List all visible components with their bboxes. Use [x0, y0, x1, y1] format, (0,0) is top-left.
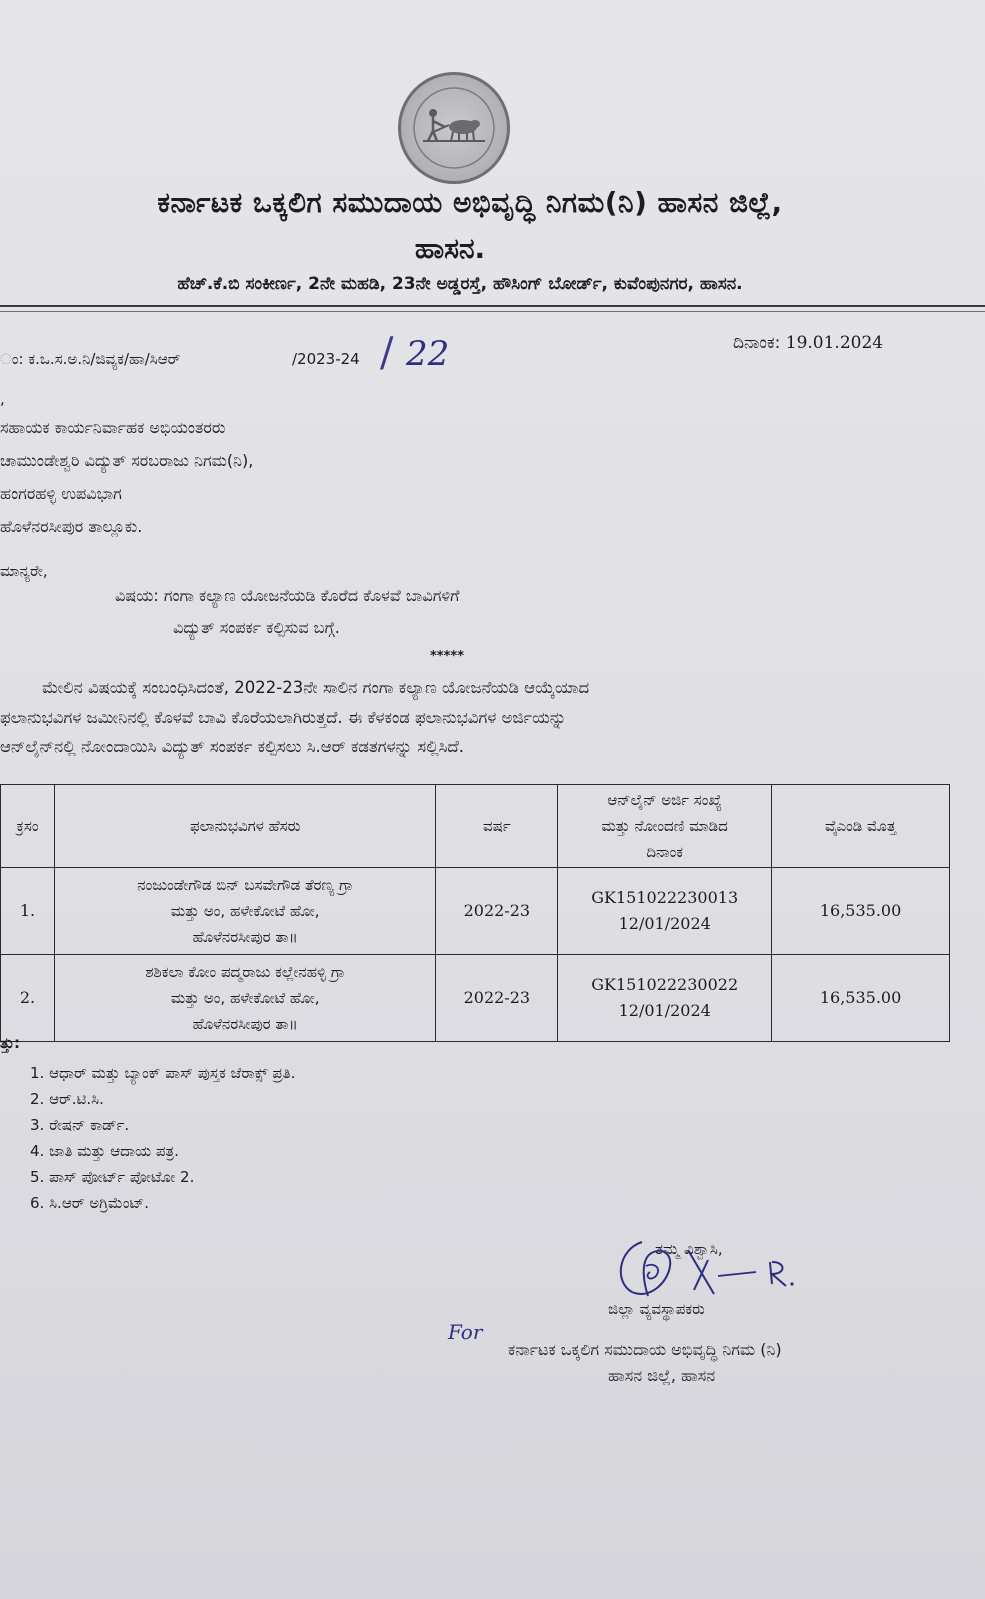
enclosure-item: 5. ಪಾಸ್ ಪೋರ್ಟ್ ಪೋಟೋ 2.: [30, 1168, 195, 1186]
enclosure-item: 3. ರೇಷನ್ ಕಾರ್ಡ್.: [30, 1116, 130, 1134]
enclosure-item: 1. ಆಧಾರ್ ಮತ್ತು ಬ್ಯಾಂಕ್ ಪಾಸ್ ಪುಸ್ತಕ ಜೆರಾಕ್ಸ್ ಪ್ರತಿ.: [30, 1064, 296, 1082]
header-application-number: [558, 785, 772, 868]
letter-date: [733, 333, 883, 353]
cell-application: [558, 955, 772, 1042]
recipient-prefix: ,: [0, 390, 5, 408]
header-amount: ವೈಎಂಡಿ ಮೊತ್ತ: [772, 785, 950, 868]
cell-beneficiary-name: [54, 955, 435, 1042]
table-row: [1, 955, 950, 1042]
organization-name: ಕರ್ನಾಟಕ ಒಕ್ಕಲಿಗ ಸಮುದಾಯ ಅಭಿವೃದ್ಧಿ ನಿಗಮ(ನಿ) ಹಾಸನ ಜಿಲ್ಲೆ,: [157, 186, 783, 219]
cell-application: [558, 868, 772, 955]
header-divider: [0, 305, 985, 307]
enclosure-item: 2. ಆರ್.ಟಿ.ಸಿ.: [30, 1090, 104, 1108]
salutation: ಮಾನ್ಯರೇ,: [0, 562, 48, 580]
name-line: ನಂಜುಂಡೇಗೌಡ ಬಿನ್ ಬಸವೇಗೌಡ ತೆರಣ್ಯ ಗ್ರಾ: [137, 876, 354, 894]
name-line: ಹೊಳೆನರಸೀಪುರ ತಾ॥: [192, 928, 298, 946]
body-paragraph-line: ಫಲಾನುಭವಿಗಳ ಜಮೀನಿನಲ್ಲಿ ಕೊಳವೆ ಬಾವಿ ಕೊರೆಯಲಾಗಿರುತ್ತದೆ. ಈ ಕೆಳಕಂಡ ಫಲಾನುಭವಿಗಳ ಅರ್ಜಿಯನ್ನು: [0, 708, 567, 727]
header-application-line: ದಿನಾಂಕ: [646, 843, 684, 861]
header-application-line: ಆನ್‌ಲೈನ್ ಅರ್ಜಿ ಸಂಖ್ಯೆ: [607, 791, 722, 809]
recipient-line: ಹೊಳೆನರಸೀಪುರ ತಾಲ್ಲೂಕು.: [0, 517, 143, 536]
reference-year: /2023-24: [292, 350, 360, 368]
table-row: [1, 868, 950, 955]
header-divider-thin: [0, 311, 985, 312]
handwritten-slash: /: [380, 330, 394, 376]
application-number: GK151022230013: [591, 888, 739, 907]
header-application-line: ಮತ್ತು ನೋಂದಣಿ ಮಾಡಿದ: [601, 817, 728, 835]
date-label: ದಿನಾಂಕ:: [733, 333, 781, 353]
ploughing-farmer-icon: [401, 75, 507, 181]
recipient-line: ಚಾಮುಂಡೇಶ್ವರಿ ವಿದ್ಯುತ್ ಸರಬರಾಜು ನಿಗಮ(ನಿ),: [0, 451, 254, 470]
header-year: ವರ್ಷ: [436, 785, 558, 868]
cell-serial: 2.: [1, 955, 55, 1042]
registration-date: 12/01/2024: [618, 914, 711, 933]
signatory-designation: ಜಿಲ್ಲಾ ವ್ಯವಸ್ಥಾಪಕರು: [608, 1300, 705, 1318]
date-value: 19.01.2024: [785, 333, 884, 353]
subject-line-continued: ವಿದ್ಯುತ್ ಸಂಪರ್ಕ ಕಲ್ಪಿಸುವ ಬಗ್ಗೆ.: [173, 618, 340, 637]
enclosures-label: ತ್ತು:: [0, 1034, 20, 1052]
cell-year: 2022-23: [436, 955, 558, 1042]
name-line: ಹೊಳೆನರಸೀಪುರ ತಾ॥: [192, 1015, 298, 1033]
cell-amount: 16,535.00: [772, 868, 950, 955]
subject-line: ವಿಷಯ: ಗಂಗಾ ಕಲ್ಯಾಣ ಯೋಜನೆಯಡಿ ಕೊರೆದ ಕೊಳವೆ ಬಾವಿಗಳಿಗೆ: [115, 586, 460, 605]
signatory-organization: ಕರ್ನಾಟಕ ಒಕ್ಕಲಿಗ ಸಮುದಾಯ ಅಭಿವೃದ್ಧಿ ನಿಗಮ (ನಿ): [508, 1340, 782, 1359]
body-paragraph-line: ಆನ್‌ಲೈನ್‌ನಲ್ಲಿ ನೋಂದಾಯಿಸಿ ವಿದ್ಯುತ್ ಸಂಪರ್ಕ ಕಲ್ಪಿಸಲು ಸಿ.ಆರ್ ಕಡತಗಳನ್ನು ಸಲ್ಲಿಸಿದೆ.: [0, 737, 464, 756]
name-line: ಮತ್ತು ಅಂ, ಹಳೇಕೋಟೆ ಹೋ,: [170, 989, 320, 1007]
name-line: ಶಶಿಕಲಾ ಕೋಂ ಪದ್ಮರಾಜು ಕಲ್ಲೇನಹಳ್ಳಿ ಗ್ರಾ: [145, 963, 346, 981]
beneficiaries-table: [0, 784, 950, 1042]
reference-number-label: ಂ: ಕ.ಒ.ಸ.ಅ.ನಿ/ಜಿವ್ಯಕ/ಹಾ/ಸಿಆರ್: [0, 350, 181, 368]
signatory-city: ಹಾಸನ ಜಿಲ್ಲೆ, ಹಾಸನ: [608, 1366, 716, 1385]
body-paragraph-line: ಮೇಲಿನ ವಿಷಯಕ್ಕೆ ಸಂಬಂಧಿಸಿದಂತೆ, 2022-23ನೇ ಸಾಲಿನ ಗಂಗಾ ಕಲ್ಯಾಣ ಯೋಜನೆಯಡಿ ಆಯ್ಕೆಯಾದ: [0, 678, 590, 697]
organization-seal-emblem: [398, 72, 510, 184]
table-header-row: [1, 785, 950, 868]
organization-city: ಹಾಸನ.: [414, 232, 486, 265]
header-serial: ಕ್ರಸಂ: [1, 785, 55, 868]
recipient-line: ಸಹಾಯಕ ಕಾರ್ಯನಿರ್ವಾಹಕ ಅಭಿಯಂತರರು: [0, 418, 226, 437]
enclosure-item: 6. ಸಿ.ಆರ್ ಅಗ್ರಿಮೆಂಟ್.: [30, 1194, 149, 1212]
handwritten-reference-number: 22: [406, 334, 450, 374]
header-beneficiary-name: ಫಲಾನುಭವಿಗಳ ಹೆಸರು: [54, 785, 435, 868]
organization-address: ಹೆಚ್.ಕೆ.ಬಿ ಸಂಕೀರ್ಣ, 2ನೇ ಮಹಡಿ, 23ನೇ ಅಡ್ಡರಸ್ತೆ, ಹೌಸಿಂಗ್ ಬೋರ್ಡ್, ಕುವೆಂಪುನಗರ, ಹಾಸನ.: [177, 274, 743, 294]
closing-phrase: ತಮ್ಮ ವಿಶ್ವಾಸಿ,: [655, 1240, 723, 1258]
handwritten-for: For: [448, 1320, 483, 1344]
cell-serial: 1.: [1, 868, 55, 955]
cell-year: 2022-23: [436, 868, 558, 955]
enclosure-item: 4. ಜಾತಿ ಮತ್ತು ಆದಾಯ ಪತ್ರ.: [30, 1142, 179, 1160]
registration-date: 12/01/2024: [618, 1001, 711, 1020]
name-line: ಮತ್ತು ಅಂ, ಹಳೇಕೋಟೆ ಹೋ,: [170, 902, 320, 920]
application-number: GK151022230022: [591, 975, 739, 994]
subject-separator: *****: [430, 649, 464, 664]
cell-amount: 16,535.00: [772, 955, 950, 1042]
recipient-line: ಹಂಗರಹಳ್ಳಿ ಉಪವಿಭಾಗ: [0, 484, 122, 503]
cell-beneficiary-name: [54, 868, 435, 955]
